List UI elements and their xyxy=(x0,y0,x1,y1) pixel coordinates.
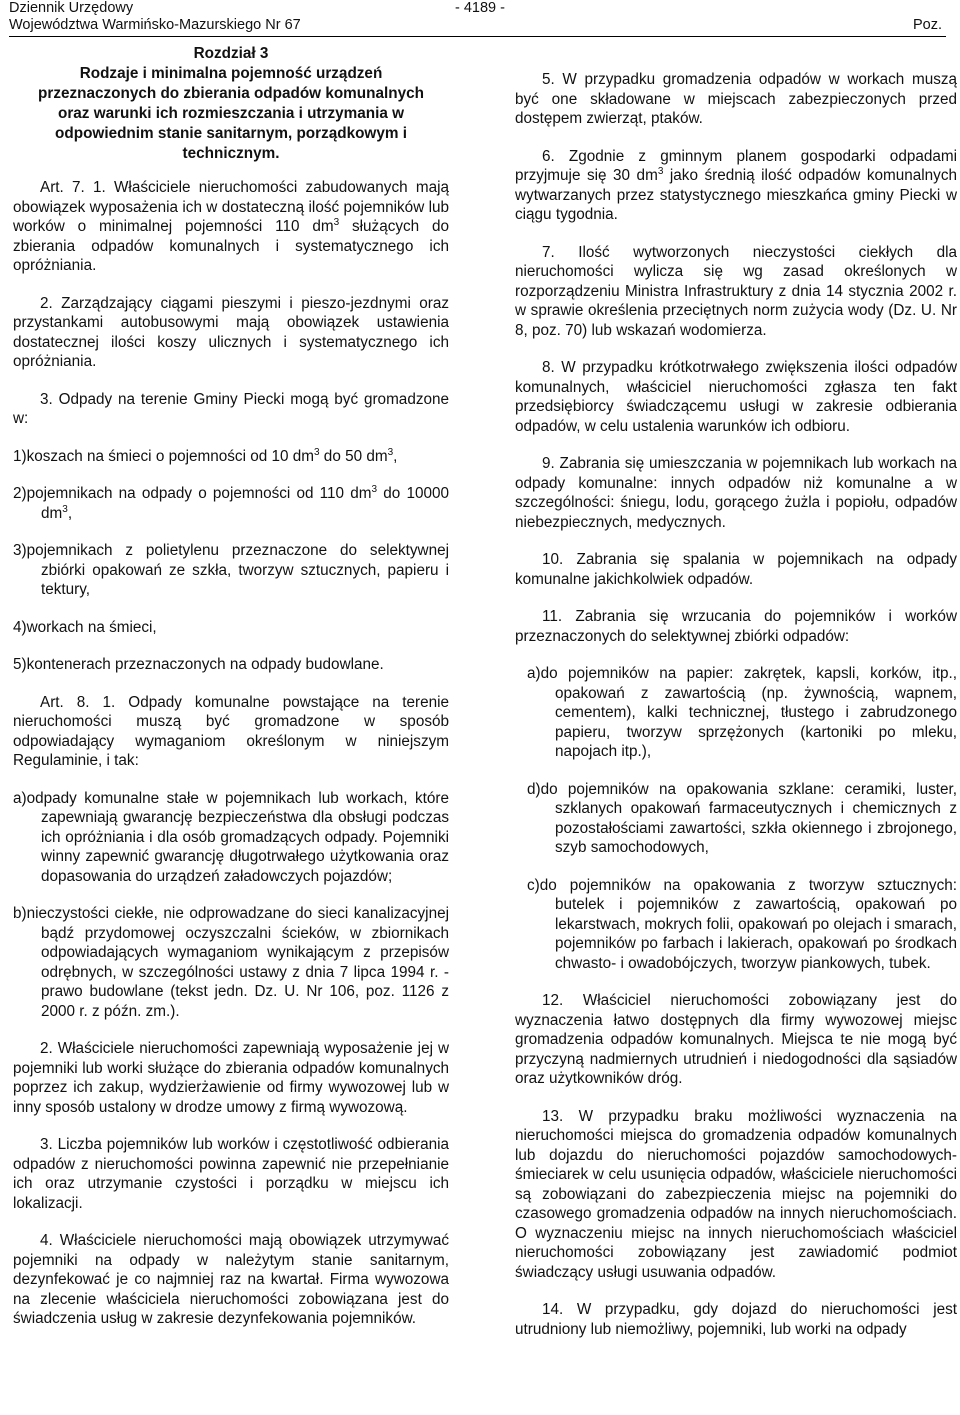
list-item: 5)kontenerach przeznaczonych na odpady budowlane. xyxy=(13,656,384,673)
art7-par3: 3. Odpady na terenie Gminy Piecki mogą być gromadzone w: xyxy=(13,390,449,427)
chapter-title: Rozdział 3 xyxy=(193,45,269,62)
chapter-heading xyxy=(13,44,449,164)
journal-title: Dziennik Urzędowy Województwa Warmińsko-Mazurskiego Nr 67 xyxy=(9,0,301,33)
art7-par1: Art. 7. 1. Właściciele nieruchomości zabudowanych mają obowiązek wyposażenia ich w dostateczną ilość pojemników lub worków o minimalnej pojemności 110 $dm^3$ służących do zbierania odpadów komunalnych i systematycznego ich opróżniania. xyxy=(13,179,449,274)
header-rule xyxy=(9,36,946,37)
right-column xyxy=(515,70,957,1339)
par7: 7. Ilość wytworzonych nieczystości ciekłych dla nieruchomości wylicza się wg zasad określonych w rozporządzeniu Ministra Infrastruktury z dnia 14 stycznia 2002 r. w sprawie określenia przeciętnych norm zużycia wody (Dz. U. Nr 8, poz. 70) lub wskazań wodomierza. xyxy=(515,243,957,339)
chapter-subtitle-line: Rodzaje i minimalna pojemność urządzeń xyxy=(79,65,383,82)
par12: 12. Właściciel nieruchomości zobowiązany jest do wyznaczenia łatwo dostępnych dla firmy wywozowej miejsc gromadzenia odpadów komunalnych. Miejsca te nie mogą być przyczyną nadmiernych utrudnień i niedogodności dla sąsiadów oraz użytkowników dróg. xyxy=(515,992,957,1087)
list-item: 1)koszach na śmieci o pojemności od 10 $dm^3$ do 50 $dm^3$, xyxy=(13,446,398,465)
list-item: b)nieczystości ciekłe, nie odprowadzane do sieci kanalizacyjnej bądź przydomowej oczyszczalni ścieków, w zbiornikach odpowiadających wymaganiom wynikającym z przepisów odrębnych, w szczególności ustawy z dnia 7 lipca 1994 r. - prawo budowlane (tekst jedn. Dz. U. Nr 106, poz. 1126 z 2000 r. z późn. zm.). xyxy=(13,905,449,1020)
list-item: a)do pojemników na papier: zakrętek, kapsli, korków, itp., opakowań z zawartością (np. żywnością, wapnem, cementem), kalki technicznej, tłustego i zabrudzonego papieru, tworzyw sprzężonych (kartoniki po mleku, napojach itp.), xyxy=(527,665,957,760)
art8-par2: 2. Właściciele nieruchomości zapewniają wyposażenie jej w pojemniki lub worki służące do zbierania odpadów komunalnych poprzez ich zakup, wydzierżawienie od firmy wywozowej lub w inny sposób ustalony w drodze umowy z firmą wywozową. xyxy=(13,1040,449,1116)
par11: 11. Zabrania się wrzucania do pojemników i worków przeznaczonych do selektywnej zbiórki odpadów: xyxy=(515,608,957,645)
chapter-subtitle-line: odpowiednim stanie sanitarnym, porządkowym i xyxy=(55,125,407,142)
page-number: - 4189 - xyxy=(455,0,505,16)
par13: 13. W przypadku braku możliwości wyznaczenia na nieruchomości miejsca do gromadzenia odpadów komunalnych lub dojazdu do nieruchomości pojazdów samochodowych-śmieciarek w celu usunięcia odpadów, właściciele nieruchomości są zobowiązani do zabezpieczenia miejsc na pojemniki do czasowego gromadzenia odpadów na innych nieruchomościach. O wyznaczeniu miejsc na innych nieruchomościach właściciel nieruchomości zobowiązany jest zawiadomić podmiot świadczący usługi usuwania odpadów. xyxy=(515,1107,957,1281)
list-item: a)odpady komunalne stałe w pojemnikach lub workach, które zapewniają gwarancję bezpieczeństwa dla obsługi podczas ich opróżniania i dla osób gromadzących odpady. Pojemniki winny zapewnić gwarancję długotrwałego użytkowania oraz dopasowania do urządzeń załadowczych pojazdów; xyxy=(13,789,449,885)
chapter-subtitle-line: technicznym. xyxy=(182,145,280,162)
page-header xyxy=(0,0,960,38)
par6: 6. Zgodnie z gminnym planem gospodarki odpadami przyjmuje się 30 $dm^3$ jako średnią ilość odpadów komunalnych wytwarzanych przez statystycznego mieszkańca gminy Piecki w ciągu tygodnia. xyxy=(515,147,957,223)
par10: 10. Zabrania się spalania w pojemnikach na odpady komunalne jakichkolwiek odpadów. xyxy=(515,551,957,588)
list-item: d)do pojemników na opakowania szklane: ceramiki, luster, szklanych opakowań farmaceutycznych i chemicznych z pozostałościami zawartości, szkła okiennego i zbrojonego, szyb samochodowych, xyxy=(527,780,957,856)
art8-par3: 3. Liczba pojemników lub worków i częstotliwość odbierania odpadów z nieruchomości powinna zapewnić nie przepełnianie ich oraz utrzymanie czystości i porządku w miejscu ich lokalizacji. xyxy=(13,1136,449,1212)
art8-par1: Art. 8. 1. Odpady komunalne powstające na terenie nieruchomości muszą być gromadzone w sposób odpowiadający wymaganiom określonym w niniejszym Regulaminie, i tak: xyxy=(13,693,449,769)
list-item: 3)pojemnikach z polietylenu przeznaczone do selektywnej zbiórki opakowań ze szkła, tworzyw sztucznych, papieru i tektury, xyxy=(13,542,449,598)
left-column xyxy=(13,44,449,1329)
art8-par4: 4. Właściciele nieruchomości mają obowiązek utrzymywać pojemniki na odpady w należytym stanie sanitarnym, dezynfekować je co najmniej raz na kwartał. Firma wywozowa na zlecenie właściciela nieruchomości zobowiązana jest do świadczenia usług w zakresie dezynfekowania pojemników. xyxy=(13,1232,449,1327)
par14: 14. W przypadku, gdy dojazd do nieruchomości jest utrudniony lub niemożliwy, pojemniki, lub worki na odpady xyxy=(515,1301,957,1338)
position-label: Poz. xyxy=(912,17,942,33)
par5: 5. W przypadku gromadzenia odpadów w workach muszą być one składowane w miejscach zabezpieczonych przed dostępem zwierząt, ptaków. xyxy=(515,71,957,127)
list-item: 2)pojemnikach na odpady o pojemności od 110 $dm^3$ do 10000 $dm^3$, xyxy=(13,483,449,522)
chapter-subtitle-line: oraz warunki ich rozmieszczania i utrzymania w xyxy=(58,105,404,122)
list-item: c)do pojemników na opakowania z tworzyw sztucznych: butelek i pojemników z zawartością, opakowań po lekarstwach, mokrych folii, opakowań po olejach i smarach, pojemników po farbach i lakierach, opakowań po środkach chwasto- i owadobójczych, tworzyw piankowych, tubek. xyxy=(527,876,957,972)
par9: 9. Zabrania się umieszczania w pojemnikach lub workach na odpady komunalne: innych odpadów niż komunalne a w szczególności: śniegu, lodu, gorącego żużla i popiołu, odpadów niebezpiecznych, medycznych. xyxy=(515,455,957,531)
list-item: 4)workach na śmieci, xyxy=(13,618,157,636)
art7-par2: 2. Zarządzający ciągami pieszymi i pieszo-jezdnymi oraz przystankami autobusowymi mają obowiązek ustawienia dostatecznej ilości koszy ulicznych i systematycznego ich opróżniania. xyxy=(13,294,449,370)
chapter-subtitle-line: przeznaczonych do zbierania odpadów komunalnych xyxy=(38,85,424,102)
par8: 8. W przypadku krótkotrwałego zwiększenia ilości odpadów komunalnych, właściciel nieruchomości zgłasza ten fakt przedsiębiorcy świadczącemu usługi w zakresie odbierania odpadów, w celu ustalenia warunków ich odbioru. xyxy=(515,359,957,435)
